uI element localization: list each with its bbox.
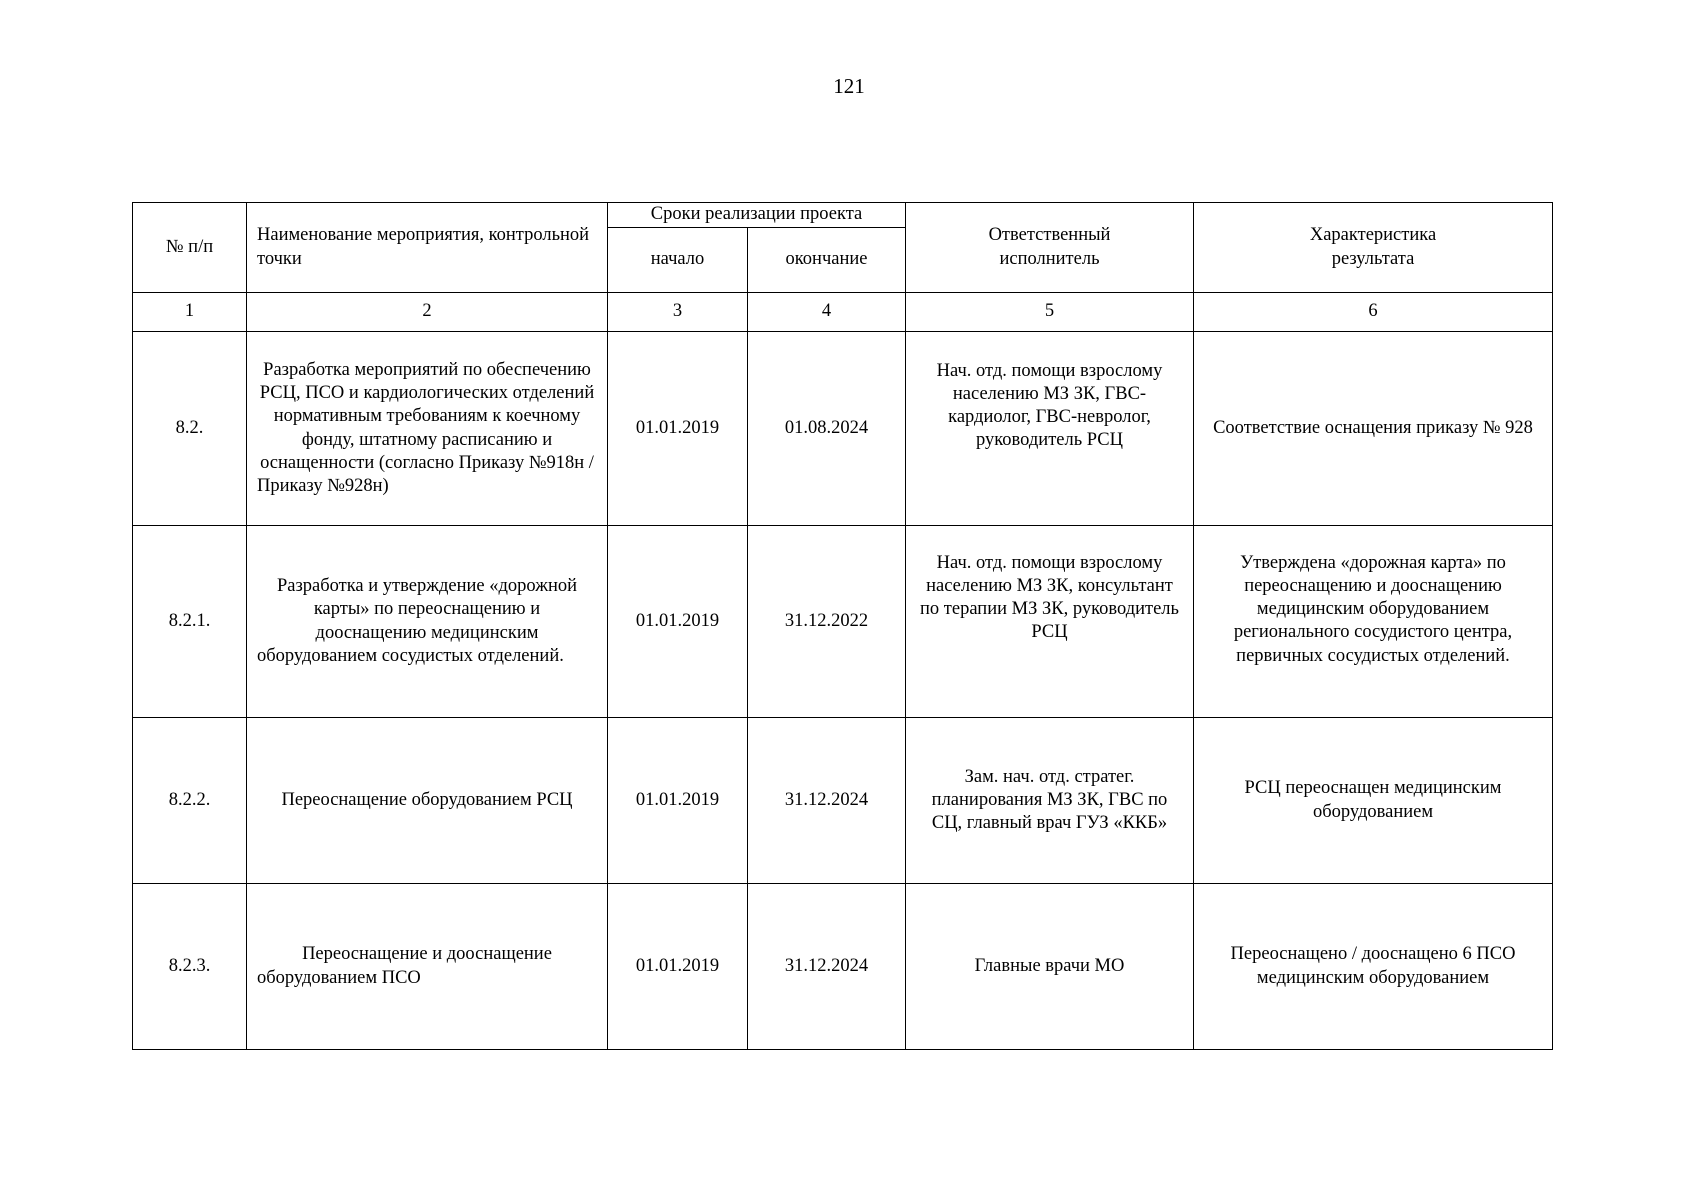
activities-table [132, 202, 1553, 1050]
header-name: Наименование мероприятия, контрольной точки [247, 203, 608, 293]
row-num: 8.2. [133, 332, 247, 526]
column-number: 2 [247, 293, 608, 332]
row-responsible: Нач. отд. помощи взрослому населению МЗ ЗК, ГВС-кардиолог, ГВС-невролог, руководитель РСЦ [906, 332, 1194, 526]
row-end: 31.12.2024 [748, 884, 906, 1050]
row-name: Разработка мероприятий по обеспечению РСЦ, ПСО и кардиологических отделений нормативным требованиям к коечному фонду, штатному расписанию и оснащенности (согласно Приказу №918н / Приказу №928н) [247, 332, 608, 526]
row-name: Переоснащение и дооснащение оборудованием ПСО [247, 884, 608, 1050]
page-number: 121 [833, 74, 865, 98]
row-responsible: Нач. отд. помощи взрослому населению МЗ ЗК, консультант по терапии МЗ ЗК, руководитель РСЦ [906, 526, 1194, 718]
row-start: 01.01.2019 [608, 526, 748, 718]
table-row [133, 884, 1553, 1050]
column-number: 1 [133, 293, 247, 332]
row-end: 31.12.2022 [748, 526, 906, 718]
row-start: 01.01.2019 [608, 718, 748, 884]
header-end: окончание [748, 228, 906, 293]
header-num: № п/п [133, 203, 247, 293]
row-end: 01.08.2024 [748, 332, 906, 526]
row-num: 8.2.2. [133, 718, 247, 884]
row-num: 8.2.1. [133, 526, 247, 718]
row-num: 8.2.3. [133, 884, 247, 1050]
table-row [133, 718, 1553, 884]
row-result: Утверждена «дорожная карта» по переоснащению и дооснащению медицинским оборудованием регионального сосудистого центра, первичных сосудистых отделений. [1194, 526, 1553, 718]
row-start: 01.01.2019 [608, 332, 748, 526]
header-result: Характеристика результата [1194, 203, 1553, 293]
column-number: 5 [906, 293, 1194, 332]
column-number: 4 [748, 293, 906, 332]
column-number: 6 [1194, 293, 1553, 332]
row-result: Переоснащено / дооснащено 6 ПСО медицинским оборудованием [1194, 884, 1553, 1050]
column-number-row [133, 293, 1553, 332]
column-number: 3 [608, 293, 748, 332]
row-name: Переоснащение оборудованием РСЦ [247, 718, 608, 884]
row-responsible: Главные врачи МО [906, 884, 1194, 1050]
row-result: РСЦ переоснащен медицинским оборудованием [1194, 718, 1553, 884]
row-end: 31.12.2024 [748, 718, 906, 884]
table-row [133, 332, 1553, 526]
row-name: Разработка и утверждение «дорожной карты» по переоснащению и дооснащению медицинским оборудованием сосудистых отделений. [247, 526, 608, 718]
row-responsible: Зам. нач. отд. стратег. планирования МЗ ЗК, ГВС по СЦ, главный врач ГУЗ «ККБ» [906, 718, 1194, 884]
header-start: начало [608, 228, 748, 293]
header-period: Сроки реализации проекта [608, 203, 906, 228]
row-result: Соответствие оснащения приказу № 928 [1194, 332, 1553, 526]
header-responsible: Ответственный исполнитель [906, 203, 1194, 293]
row-start: 01.01.2019 [608, 884, 748, 1050]
table-row [133, 526, 1553, 718]
